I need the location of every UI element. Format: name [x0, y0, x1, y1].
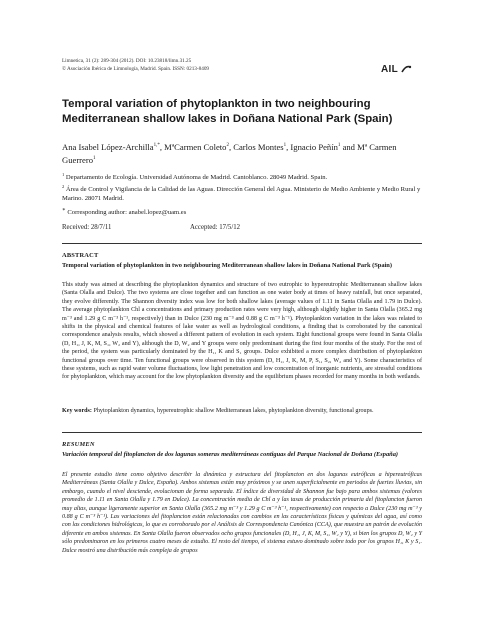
resumen-heading: RESUMEN: [62, 441, 95, 448]
article-dates: [62, 224, 422, 231]
author-name: Carlos Montes: [233, 141, 284, 152]
logo-text: AIL: [381, 63, 399, 75]
accepted-date: Accepted: 17/5/12: [190, 224, 241, 231]
divider-abstract: [62, 243, 422, 244]
corresponding-author: ∗ Corresponding author: anabel.lopez@uam.es: [62, 207, 187, 217]
keywords: [62, 407, 422, 415]
keywords-text: Phytoplankton dynamics, hypereutrophic shallow Mediterranean lakes, phytoplankton diversity, functional groups.: [93, 408, 374, 414]
copyright-text: © Asociación Ibérica de Limnología, Madrid. Spain. ISSN: 0213-8409: [62, 66, 210, 72]
author-sup: 1: [337, 143, 341, 148]
affiliation-item: [62, 182, 422, 203]
author-sup: 1: [283, 143, 287, 148]
affiliation-text: Área de Control y Vigilancia de la Calidad de las Aguas. Dirección General del Agua. Ministerio de Medio Ambiente y Medio Rural y Marino. 28071 Madrid.: [62, 186, 421, 203]
journal-header: [62, 57, 209, 73]
journal-citation: Limnetica, 31 (2): 289-304 (2012). DOI: 10.23818/limn.31.25: [62, 58, 192, 64]
author-name: Ignacio Peñín: [290, 141, 338, 152]
author-list: Ana Isabel López-Archilla$^{1,*}$, MªCarmen Coleto$^2$, Carlos Montes$^1$, Ignacio Peñín$^1$ and Mª Carmen Guerrero$^1$: [62, 141, 397, 166]
author-name: Ana Isabel López-Archilla: [62, 141, 154, 152]
resumen-body: El presente estudio tiene como objetivo describir la dinámica y estructura del fitoplancton en dos lagunas eutróficas a hipereutróficas Mediterráneas (Santa Olalla y Dulce, España). Ambos sistemas están muy próximos y se unen superficialmente en periodos de fuertes lluvias, sin embargo, cuando el nivel desciende, evolucionan de forma separada. El índice de diversidad de Shannon fue bajo para ambos sistemas (valores promedio de 1.11 en Santa Olalla y 1.79 en Dulce). La concentración media de Chl a y las tasas de producción primaria del fitoplancton fueron muy altas, aunque ligeramente superior en Santa Olalla (365.2 mg m⁻³ y 1.29 g C m⁻³ h⁻¹, respectivamente) con respecto a Dulce (230 mg m⁻³ y 0.88 g C m⁻³ h⁻¹). Las variaciones del fitoplancton están relacionadas con cambios en las características físicas y químicas del agua, así como con las condiciones hidrológicas, lo que es corroborado por el Análisis de Correspondencia Canónica (CCA), que muestra un patrón de evolución diferente en ambos sistemas. En Santa Olalla fueron observados ocho grupos funcionales (D, H₁, J, K, M, S₁, W₂ y Y), si bien los grupos D, W₂ y Y sólo predominaron en los primeros cuatro meses de estudio. El resto del tiempo, el sistema estuvo dominado sobre todo por los grupos H₁, K y S₁. Dulce mostró una distribución más compleja de grupos: [62, 472, 422, 554]
affiliation-item: [62, 170, 422, 182]
author-sup: 1,*: [153, 143, 160, 148]
abstract-title: Temporal variation of phytoplankton in two neighbouring Mediterranean shallow lakes in Doñana National Park (Spain): [62, 262, 392, 269]
author-sup: 1: [93, 156, 96, 162]
corresponding-email: Corresponding author: anabel.lopez@uam.es: [67, 209, 187, 217]
received-date: Received: 28/7/11: [62, 224, 112, 231]
logo-mark-icon: [400, 63, 412, 75]
divider-resumen: [62, 432, 422, 433]
keywords-label: Key words:: [62, 408, 92, 414]
affiliation-num: 2: [62, 184, 65, 190]
author-name: MªCarmen Coleto: [164, 141, 227, 152]
affiliation-num: 1: [62, 172, 65, 177]
journal-logo: [381, 62, 412, 76]
author-name: Mª Carmen Guerrero: [62, 141, 397, 166]
abstract-heading: ABSTRACT: [62, 252, 99, 259]
article-title: Temporal variation of phytoplankton in two neighbouring Mediterranean shallow lakes in Doñana National Park (Spain): [62, 98, 393, 125]
affiliations: [62, 170, 422, 203]
author-sup: 2: [226, 143, 229, 148]
abstract-body: This study was aimed at describing the phytoplankton dynamics and structure of two eutrophic to hypereutrophic Mediterranean shallow lakes (Santa Olalla and Dulce). The two systems are close together and can function as one water body at times of heavy rainfall, but once separated, they evolve differently. The Shannon diversity index was low for both shallow lakes (average values of 1.11 in Santa Olalla and 1.79 in Dulce). The average phytoplankton Chl a concentrations and primary production rates were very high, although slightly higher in Santa Olalla (365.2 mg m⁻³ and 1.29 g C m⁻³ h⁻¹, respectively) than in Dulce (230 mg m⁻³ and 0.88 g C m⁻³ h⁻¹). Phytoplankton variation in the lakes was related to shifts in the physical and chemical features of lake water as well as hydrological conditions, a finding that is corroborated by the canonical correspondence analysis results, which showed a different pattern of evolution in each system. Eight functional groups were found in Santa Olalla (D, H₁, J, K, M, S₁, W₂ and Y), although the D, W₂ and Y groups were only predominant during the first four months of the study. For the rest of the period, the system was particularly dominated by the H₁, K and S₁ groups. Dulce exhibited a more complex distribution of phytoplankton functional groups over time. Ten functional groups were observed in this system (D, H₁, J, K, M, P, S₁, S₂, W₂ and Y). Some characteristics of these systems, such as rapid water volume fluctuations, low light penetration and low concentration of inorganic nutrients, are stressful conditions for phytoplankton, which may account for the low phytoplankton diversity and the equilibrium phases recorded for many months in both wetlands.: [62, 282, 422, 381]
resumen-title: Variación temporal del fitoplancton de dos lagunas someras mediterráneas contiguas del Parque Nacional de Doñana (España): [62, 451, 399, 458]
affiliation-text: Departamento de Ecología. Universidad Autónoma de Madrid. Cantoblanco. 28049 Madrid. Spain.: [65, 174, 328, 182]
copyright-line: [62, 65, 209, 73]
